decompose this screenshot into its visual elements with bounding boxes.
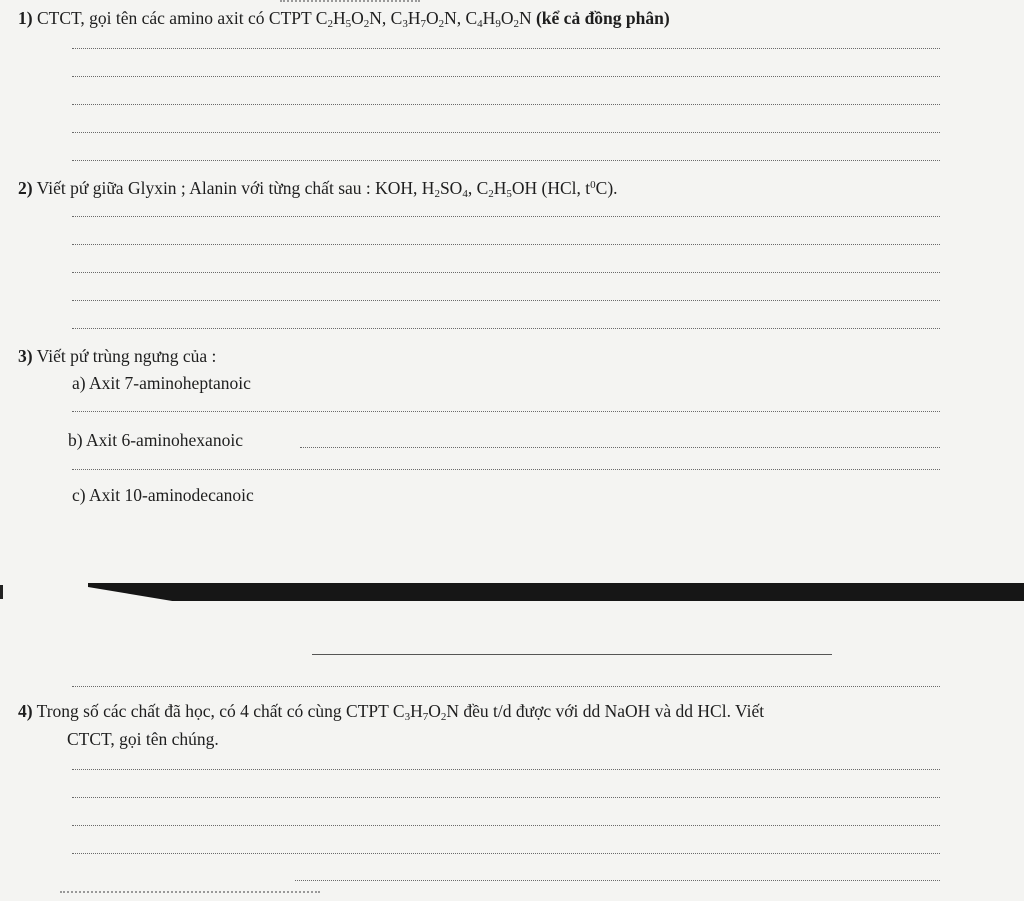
answer-line[interactable]: [72, 328, 940, 329]
top-edge-mark: [280, 0, 420, 2]
question-3c: c) Axit 10-aminodecanoic: [72, 485, 254, 505]
answer-line[interactable]: [72, 411, 940, 412]
question-4: [18, 700, 764, 722]
answer-line[interactable]: [72, 769, 940, 770]
question-4-number: 4): [18, 701, 33, 721]
question-2: [18, 177, 618, 199]
question-2-text: Viết pứ giữa Glyxin ; Alanin với từng chất sau : KOH, $H_2SO_4$, $C_2H_5OH$ (HCl, $t^0C$).: [36, 178, 618, 200]
question-4-line2: CTCT, gọi tên chúng.: [67, 729, 219, 749]
answer-line[interactable]: [72, 76, 940, 77]
question-3b: b) Axit 6-aminohexanoic: [68, 430, 243, 450]
answer-line[interactable]: [300, 447, 940, 448]
cut-off-text-mark: [60, 891, 320, 901]
question-4-text: Trong số các chất đã học, có 4 chất có cùng CTPT $C_3H_7O_2N$ đều t/d được với dd NaOH và dd HCl. Viết: [36, 701, 765, 723]
question-3-number: 3): [18, 346, 33, 366]
answer-line[interactable]: [72, 469, 940, 470]
answer-line[interactable]: [72, 216, 940, 217]
question-3: [18, 345, 216, 367]
answer-line[interactable]: [72, 48, 940, 49]
answer-line[interactable]: [72, 104, 940, 105]
answer-line[interactable]: [72, 300, 940, 301]
answer-line[interactable]: [72, 686, 940, 687]
paper-fold-shadow: [88, 583, 1024, 601]
answer-line[interactable]: [72, 797, 940, 798]
question-3a: a) Axit 7-aminoheptanoic: [72, 373, 251, 393]
answer-line[interactable]: [72, 244, 940, 245]
question-1-text: CTCT, gọi tên các amino axit có CTPT $C_2H_5O_2N$, $C_3H_7O_2N$, $C_4H_9O_2N$ (kể cả đồng phân): [36, 8, 670, 30]
question-3-title: Viết pứ trùng ngưng của :: [36, 346, 217, 366]
answer-line[interactable]: [72, 853, 940, 854]
question-1: [18, 7, 670, 29]
answer-line[interactable]: [72, 825, 940, 826]
answer-line[interactable]: [72, 160, 940, 161]
question-1-number: 1): [18, 8, 33, 28]
answer-line[interactable]: [312, 654, 832, 655]
answer-line[interactable]: [72, 272, 940, 273]
answer-line[interactable]: [295, 880, 940, 881]
paper-edge-mark: [0, 585, 3, 599]
question-2-number: 2): [18, 178, 33, 198]
answer-line[interactable]: [72, 132, 940, 133]
